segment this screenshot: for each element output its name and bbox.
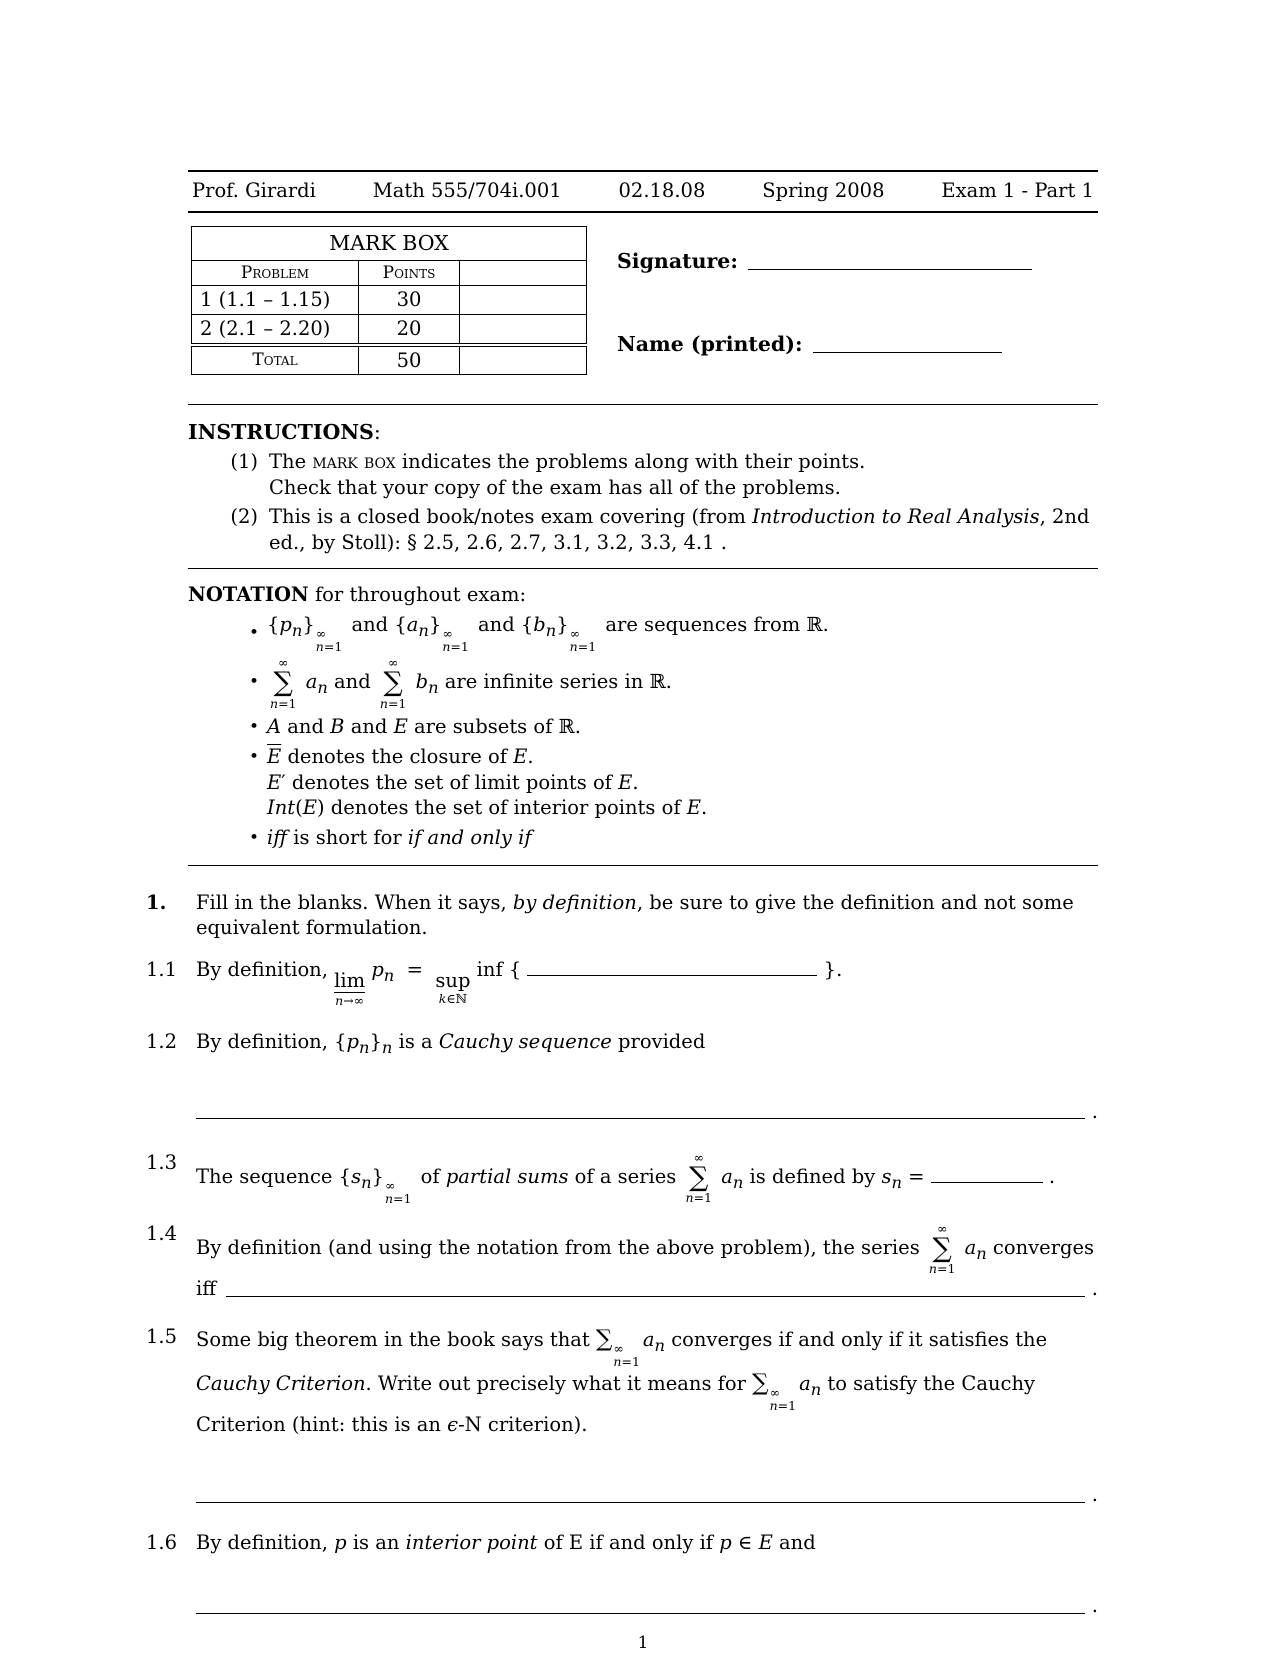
notation-section xyxy=(188,582,1098,850)
answer-blank-line xyxy=(196,1502,1085,1503)
bullet-icon: • xyxy=(249,716,260,737)
signature-label: Signature: xyxy=(617,248,738,273)
problem-number: 1.3 xyxy=(146,1151,178,1175)
page-number: 1 xyxy=(637,1633,649,1654)
header-bottom-rule xyxy=(188,211,1098,213)
table-row xyxy=(192,314,587,344)
trailing-period: . xyxy=(1091,1482,1098,1506)
problem-item-1-5 xyxy=(146,1324,1098,1508)
problem-item-1-3 xyxy=(146,1150,1098,1205)
exam-header xyxy=(188,170,1098,213)
signature-line xyxy=(748,269,1032,270)
signature-row xyxy=(617,248,1098,275)
section-rule xyxy=(188,404,1098,405)
header-row xyxy=(188,172,1098,211)
instruction-item xyxy=(188,449,1098,500)
instruction-number: (2) xyxy=(230,504,258,528)
score-cell-blank xyxy=(460,260,587,285)
problem-number: 1.4 xyxy=(146,1222,178,1246)
notation-bullet-text: $\{p_n\}$ ∞ n=1 and $\{a_n\}$ ∞ n=1 and $\{b_n\}$ ∞ n=1 are sequences from ℝ. xyxy=(267,613,829,655)
notation-title: NOTATION xyxy=(188,583,309,607)
problem-points: 30 xyxy=(359,286,460,315)
table-row xyxy=(192,286,587,315)
notation-heading xyxy=(188,582,1098,608)
professor-name: Prof. Girardi xyxy=(192,179,316,202)
markbox-signature-block xyxy=(188,226,1098,376)
list-item xyxy=(188,744,1098,821)
trailing-period: . xyxy=(1091,1099,1098,1123)
notation-bullet-text: A and B and E are subsets of ℝ. xyxy=(267,715,581,739)
exam-date: 02.18.08 xyxy=(618,179,706,202)
answer-blank-line xyxy=(226,1296,1085,1297)
problem-number: 1.6 xyxy=(146,1530,178,1554)
problem-item-1-2 xyxy=(146,1029,1098,1124)
problem-number: 1.2 xyxy=(146,1030,178,1054)
instructions-title xyxy=(188,419,1098,446)
printed-name-label: Name (printed): xyxy=(617,331,803,356)
bullet-icon: • xyxy=(249,622,260,643)
markbox-title-row xyxy=(192,226,587,260)
list-item xyxy=(188,655,1098,710)
problem-item-1-6 xyxy=(146,1530,1098,1619)
problem-number: 1. xyxy=(146,890,167,914)
answer-line xyxy=(196,1099,1098,1125)
answer-line xyxy=(196,1276,1098,1302)
problem-statement: By definition (and using the notation from the above problem), the series ∞ ∑ n=1 $a_n$ converges xyxy=(196,1221,1095,1277)
problem-text: By definition, lim n→∞ $p_n$ = sup k∈ℕ inf { }. xyxy=(196,958,843,1008)
answer-line xyxy=(196,1482,1098,1508)
column-header-problem: Problem xyxy=(192,260,359,285)
total-points: 50 xyxy=(359,345,460,375)
problem-text xyxy=(196,1029,1098,1124)
printed-name-line xyxy=(813,352,1002,353)
instructions-colon: : xyxy=(373,420,381,445)
problem-text xyxy=(196,1324,1098,1508)
answer-line xyxy=(196,1593,1098,1619)
iff-label: iff xyxy=(196,1276,217,1300)
list-item xyxy=(188,714,1098,740)
signature-block xyxy=(587,226,1098,376)
exam-title: Exam 1 - Part 1 xyxy=(941,179,1094,202)
bullet-icon: • xyxy=(249,672,260,693)
problem-text xyxy=(196,1221,1098,1301)
problem-intro-text: Fill in the blanks. When it says, by definition, be sure to give the definition and not some equivalent formulation. xyxy=(196,890,1074,940)
problem-1-section xyxy=(146,890,1098,1619)
list-item xyxy=(188,612,1098,653)
mark-box-table xyxy=(191,226,587,376)
problem-item-1-4 xyxy=(146,1221,1098,1301)
problem-statement: By definition, p is an interior point of E if and only if p ∈ E and xyxy=(196,1530,816,1554)
trailing-period: . xyxy=(1091,1276,1098,1300)
markbox-header-row xyxy=(192,260,587,285)
score-cell-blank xyxy=(460,286,587,315)
score-cell-blank xyxy=(460,314,587,344)
instructions-section xyxy=(188,419,1098,555)
instruction-text: This is a closed book/notes exam covering (from Introduction to Real Analysis, 2nd ed., by Stoll): § 2.5, 2.6, 2.7, 3.1, 3.2, 3.3, 4.1 . xyxy=(269,504,1090,554)
problem-statement: Some big theorem in the book says that ∑ ∞ n=1 $a_n$ converges if and only if it satisfies the Cauchy Criterion. Write out precisely what it means for ∑ ∞ n=1 $a_n$ to satisfy the Cauchy Criterion (hint: this is an ϵ-N criterion). xyxy=(196,1325,1048,1437)
problem-text: The sequence $\{s_n\}$ ∞ n=1 of partial sums of a series ∞ ∑ n=1 $a_n$ is defined by $s_n$ = . xyxy=(196,1150,1056,1207)
score-cell-blank xyxy=(460,345,587,375)
notation-bullet-text: iff is short for if and only if xyxy=(267,825,532,849)
course-number: Math 555/704i.001 xyxy=(372,179,562,202)
instruction-text: The mark box indicates the problems along with their points. Check that your copy of the exam has all of the problems. xyxy=(269,450,866,500)
notation-bullet-text: ∞ ∑ n=1 $a_n$ and ∞ ∑ n=1 $b_n$ are infinite series in ℝ. xyxy=(270,655,672,711)
problem-statement: By definition, $\{p_n\}_n$ is a Cauchy sequence provided xyxy=(196,1030,706,1058)
list-item xyxy=(188,825,1098,851)
problem-number: 1.1 xyxy=(146,958,178,982)
trailing-period: . xyxy=(1091,1594,1098,1618)
column-header-points: Points xyxy=(359,260,460,285)
section-rule xyxy=(188,865,1098,866)
total-label: Total xyxy=(192,345,359,375)
problem-number: 1.5 xyxy=(146,1324,178,1348)
problem-text xyxy=(196,1530,1098,1619)
instruction-item xyxy=(188,504,1098,555)
printed-name-row xyxy=(617,331,1098,358)
notation-bullet-text: $\overline{E}$ denotes the closure of E. E′ denotes the set of limit points of E. Int(E) denotes the set of interior points of E. xyxy=(267,744,708,820)
problem-intro xyxy=(146,890,1098,941)
bullet-icon: • xyxy=(249,746,260,767)
problem-item-1-1 xyxy=(146,957,1098,1007)
problem-range: 2 (2.1 – 2.20) xyxy=(192,314,359,344)
term-label: Spring 2008 xyxy=(762,179,885,202)
answer-blank-line xyxy=(196,1613,1085,1614)
instruction-number: (1) xyxy=(230,450,258,474)
instructions-title-text: INSTRUCTIONS xyxy=(188,420,374,445)
answer-blank-line xyxy=(196,1118,1085,1119)
problem-points: 20 xyxy=(359,314,460,344)
markbox-total-row xyxy=(192,345,587,375)
section-rule xyxy=(188,568,1098,569)
notation-subtitle: for throughout exam: xyxy=(308,583,527,607)
page-content xyxy=(146,0,1098,1655)
markbox-title: MARK BOX xyxy=(192,226,587,260)
bullet-icon: • xyxy=(249,827,260,848)
problem-range: 1 (1.1 – 1.15) xyxy=(192,286,359,315)
